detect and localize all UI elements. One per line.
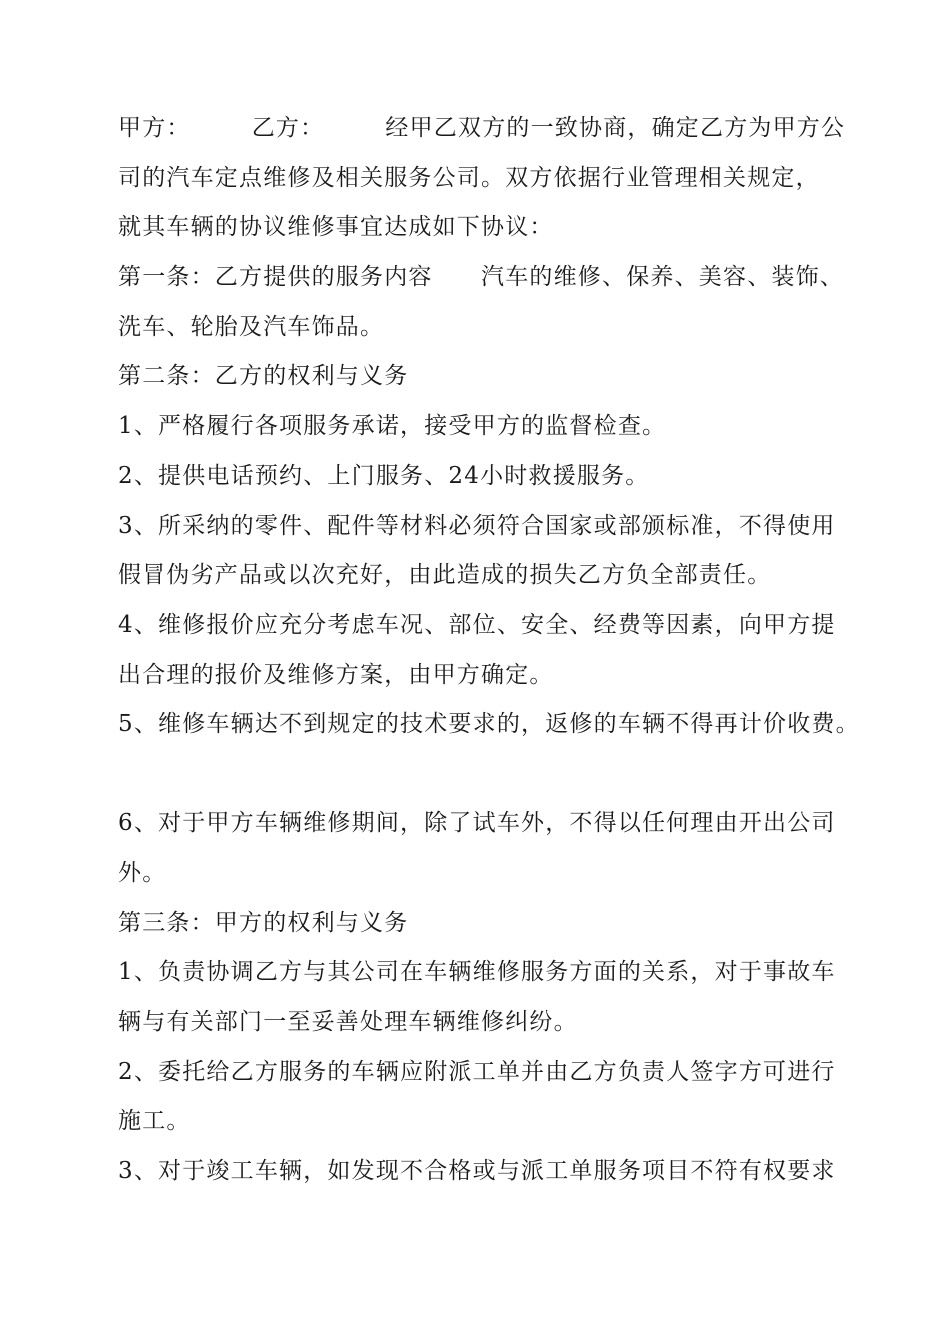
- paragraph-line: 出合理的报价及维修方案，由甲方确定。: [118, 661, 554, 688]
- paragraph-line: 3、对于竣工车辆，如发现不合格或与派工单服务项目不符有权要求: [118, 1158, 836, 1185]
- paragraph-line: 司的汽车定点维修及相关服务公司。双方依据行业管理相关规定，: [118, 164, 820, 191]
- paragraph-line: 6、对于甲方车辆维修期间，除了试车外，不得以任何理由开出公司: [118, 810, 836, 837]
- paragraph-line: 4、维修报价应充分考虑车况、部位、安全、经费等因素，向甲方提: [118, 611, 836, 638]
- paragraph-line-with-gap: [118, 700, 858, 799]
- paragraph-line: 外。: [118, 859, 167, 886]
- paragraph-line: 3、所采纳的零件、配件等材料必须符合国家或部颁标准，不得使用: [118, 512, 836, 539]
- paragraph-line: 1、严格履行各项服务承诺，接受甲方的监督检查。: [118, 413, 667, 440]
- paragraph-line: 2、提供电话预约、上门服务、24小时救援服务。: [118, 462, 650, 489]
- section-heading: 第二条：乙方的权利与义务: [118, 363, 409, 390]
- paragraph-line: 2、委托给乙方服务的车辆应附派工单并由乙方负责人签字方可进行: [118, 1058, 836, 1085]
- paragraph-line: 1、负责协调乙方与其公司在车辆维修服务方面的关系，对于事故车: [118, 959, 836, 986]
- paragraph-line: 第一条：乙方提供的服务内容 汽车的维修、保养、美容、装饰、: [118, 264, 844, 291]
- paragraph-line: 洗车、轮胎及汽车饰品。: [118, 313, 385, 340]
- paragraph-line: 假冒伪劣产品或以次充好，由此造成的损失乙方负全部责任。: [118, 562, 772, 589]
- paragraph-line: 施工。: [118, 1108, 191, 1135]
- agreement-body: [118, 104, 858, 1197]
- paragraph-line: 辆与有关部门一至妥善处理车辆维修纠纷。: [118, 1009, 578, 1035]
- paragraph-line: 甲方： 乙方： 经甲乙双方的一致协商，确定乙方为甲方公: [118, 115, 846, 141]
- paragraph-line: 5、维修车辆达不到规定的技术要求的，返修的车辆不得再计价收费。: [118, 711, 860, 738]
- section-heading: 第三条：甲方的权利与义务: [118, 909, 409, 936]
- paragraph-line: 就其车辆的协议维修事宜达成如下协议：: [118, 214, 554, 241]
